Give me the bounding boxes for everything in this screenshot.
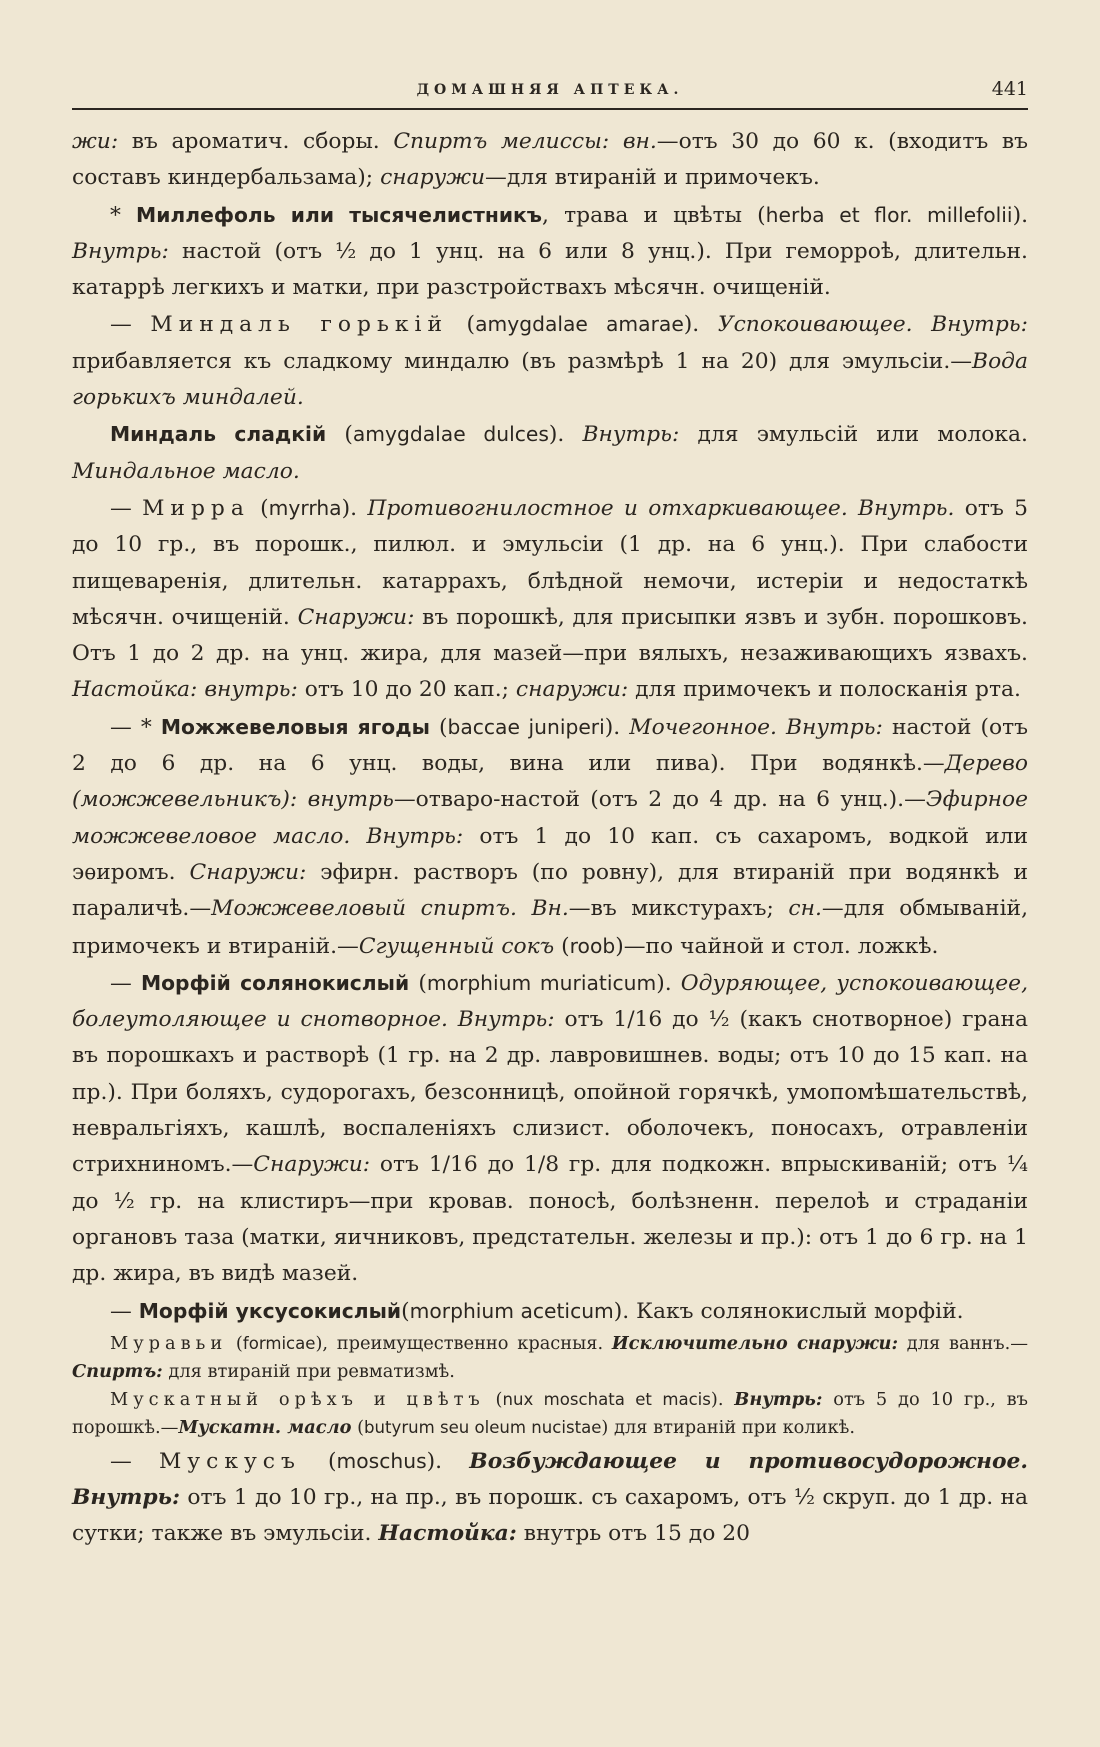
entry-text: Снаружи:: [189, 859, 307, 885]
entry-text: ).: [1012, 202, 1028, 228]
entry-text: для ваннъ.—: [898, 1332, 1029, 1354]
entry-headword: Миндаль сладкій: [110, 422, 327, 447]
entry-text: ). Какъ солянокислый морфій.: [613, 1298, 964, 1324]
entry-text: )—по чайной и стол. ложкѣ.: [615, 933, 939, 959]
entry-text: для втираній при ревматизмѣ.: [162, 1361, 455, 1382]
entry-text: ).: [426, 1448, 470, 1474]
entry-text: Внутрь:: [734, 1389, 823, 1411]
entry-text: nux moschata et macis: [502, 1390, 711, 1410]
text-body: [72, 124, 1028, 1553]
entry-text: ), преимущественно красныя.: [315, 1332, 612, 1354]
entry-text: ) для втираній при коликѣ.: [601, 1417, 856, 1439]
dictionary-entry: [72, 965, 1028, 1293]
entry-text: butyrum seu oleum nucistae: [364, 1418, 602, 1438]
entry-text: Снаружи:: [297, 604, 415, 630]
entry-text: Исключительно снаружи:: [611, 1332, 899, 1354]
entry-text: ).: [604, 714, 630, 740]
entry-text: Настойка:: [378, 1521, 517, 1547]
entry-text: отъ 1 до 10 кап. съ сахаромъ, водкой или эѳиромъ.: [72, 823, 1028, 885]
entry-text: настой (отъ 2 до 6 др. на 6 унц. воды, вина или пива). При водянкѣ.—: [72, 714, 1029, 777]
entry-text: —: [110, 970, 141, 996]
dictionary-entry: [72, 306, 1028, 416]
entry-text: ).: [341, 495, 368, 521]
entry-text: (: [484, 1389, 503, 1411]
dictionary-entry: [72, 416, 1028, 490]
entry-text: Внутрь:: [582, 422, 680, 448]
entry-text: (: [227, 1332, 243, 1354]
entry-text: myrrha: [268, 495, 342, 520]
entry-text: —: [110, 495, 143, 521]
entry-text: отъ 1/16 до ½ (какъ снотворное) грана въ порошкахъ и растворѣ (1 гр. на 2 др. лавровишнев. воды; отъ 10 до 15 кап. на пр.). При боляхъ, судорогахъ, безсонницѣ, опойной горячкѣ, умопомѣшательствѣ, невральгіяхъ, кашлѣ, воспаленіяхъ слизист. оболочекъ, поносахъ, отравленіи стрихниномъ.—: [72, 1007, 1028, 1178]
entry-headword: Мускатный орѣхъ и цвѣтъ: [110, 1389, 485, 1411]
entry-text: (: [429, 714, 448, 740]
dictionary-entry: [72, 490, 1028, 709]
entry-text: ).: [656, 970, 681, 996]
entry-headword: Морфій уксусокислый: [138, 1298, 402, 1323]
entry-text: эфирн. растворъ (по ровну), для втираній при водянкѣ и параличѣ.—: [72, 859, 1028, 922]
entry-headword: Мускусъ: [158, 1448, 301, 1474]
entry-text: —въ микстурахъ;: [568, 896, 789, 922]
running-title: ДОМАШНЯЯ АПТЕКА.: [416, 82, 684, 98]
entry-text: жи:: [72, 129, 119, 154]
entry-headword: Миндаль горькій: [150, 312, 448, 338]
entry-text: (: [401, 1298, 410, 1324]
page-header: [72, 78, 1028, 110]
entry-text: для эмульсій или молока.: [679, 422, 1028, 448]
dictionary-entry: [72, 1293, 1028, 1330]
entry-text: morphium aceticum: [409, 1298, 614, 1323]
dictionary-entry: [72, 1443, 1028, 1553]
entry-text: Эфирное можжевеловое масло. Внутрь:: [72, 787, 1029, 849]
entry-text: moschus: [336, 1448, 427, 1473]
entry-text: Сгущенный сокъ: [358, 933, 555, 959]
entry-headword: Можжевеловыя ягоды: [160, 714, 430, 739]
entry-headword: Муравьи: [110, 1332, 228, 1354]
entry-text: , трава и цвѣты (: [542, 202, 766, 228]
entry-text: отъ 1 до 10 гр., на пр., въ порошк. съ сахаромъ, отъ ½ скруп. до 1 др. на сутки; также въ эмульсіи.: [72, 1484, 1028, 1547]
entry-text: для примочекъ и полосканія рта.: [628, 677, 1021, 703]
entry-text: снаружи: [380, 165, 486, 191]
dictionary-entry: [72, 1386, 1028, 1442]
entry-text: Миндальное масло.: [72, 458, 300, 484]
dictionary-entry: [72, 709, 1028, 965]
entry-text: —отъ 30 до 60 к. (входитъ въ составъ киндербальзама);: [72, 129, 1028, 191]
entry-text: Мускатн. масло: [178, 1417, 352, 1439]
entry-text: Спиртъ мелиссы: вн.: [393, 129, 657, 154]
entry-text: Спиртъ:: [72, 1361, 163, 1382]
entry-text: —: [110, 1298, 139, 1324]
dictionary-entry: [72, 197, 1028, 307]
entry-text: ).: [683, 312, 718, 338]
entry-text: (: [326, 422, 353, 448]
entry-text: Можжевеловый спиртъ. Вн.: [211, 896, 569, 922]
entry-text: (: [409, 970, 427, 996]
entry-text: Дерево (можжевельникъ): внутрь: [72, 751, 1028, 813]
entry-text: (: [300, 1448, 337, 1474]
entry-text: Успокоивающее. Внутрь:: [717, 312, 1028, 338]
entry-text: ).: [710, 1389, 735, 1411]
dictionary-entry: [72, 124, 1028, 197]
entry-text: внутрь отъ 15 до 20: [516, 1521, 750, 1547]
entry-text: —для обмываній, примочекъ и втираній.—: [72, 896, 1029, 959]
entry-text: (: [351, 1417, 365, 1439]
entry-text: — *: [110, 714, 161, 740]
entry-headword: Миллефоль или тысячелистникъ: [136, 202, 543, 227]
entry-text: настой (отъ ½ до 1 унц. на 6 или 8 унц.). При геморроѣ, длительн. катаррѣ легкихъ и матки, при разстройствахъ мѣсячн. очищеній.: [72, 238, 1028, 301]
entry-text: Снаружи:: [253, 1152, 371, 1178]
entry-text: прибавляется къ сладкому миндалю (въ размѣрѣ 1 на 20) для эмульсіи.—: [72, 348, 973, 374]
entry-text: amygdalae amarae: [475, 312, 684, 337]
entry-text: formicae: [242, 1333, 316, 1353]
entry-text: (: [554, 933, 570, 959]
entry-text: Вода горькихъ миндалей.: [72, 348, 1028, 411]
dictionary-entry: [72, 1330, 1028, 1386]
entry-text: ).: [548, 422, 583, 448]
entry-text: Противогнилостное и отхаркивающее. Внутрь.: [367, 495, 955, 521]
entry-text: сн.: [788, 896, 822, 922]
entry-text: (: [249, 495, 269, 521]
page-number: 441: [991, 78, 1028, 100]
entry-text: —отваро-настой (отъ 2 до 4 др. на 6 унц.).—: [393, 787, 926, 813]
entry-text: (: [447, 312, 476, 338]
entry-text: —: [110, 1448, 159, 1474]
entry-text: —: [110, 312, 151, 338]
entry-headword: Мирра: [142, 495, 250, 521]
entry-text: Возбуждающее и противосудорожное. Внутрь:: [72, 1448, 1028, 1510]
entry-text: въ ароматич. сборы.: [118, 129, 394, 154]
entry-text: въ порошкѣ, для присыпки язвъ и зубн. порошковъ. Отъ 1 до 2 др. на унц. жира, для мазей—при вялыхъ, незаживающихъ язвахъ.: [72, 604, 1028, 667]
entry-text: herba et flor. millefolii: [765, 202, 1013, 227]
entry-text: Одуряющее, успокоивающее, болеутоляющее и снотворное. Внутрь:: [72, 970, 1028, 1033]
entry-text: отъ 1/16 до 1/8 гр. для подкожн. впрыскиваній; отъ ¼ до ½ гр. на клистиръ—при кровав. поносѣ, болѣзненн. перелоѣ и страданіи органовъ таза (матки, яичниковъ, предстательн. железы и пр.): отъ 1 до 6 гр. на 1 др. жира, въ видѣ мазей.: [72, 1152, 1028, 1287]
entry-text: отъ 5 до 10 гр., въ порошк., пилюл. и эмульсіи (1 др. на 6 унц.). При слабости пищеваренія, длительн. катаррахъ, блѣдной немочи, истеріи и недостаткѣ мѣсячн. очищеній.: [72, 495, 1028, 630]
entry-text: —для втираній и примочекъ.: [485, 165, 820, 191]
entry-text: roob: [569, 933, 616, 958]
entry-text: amygdalae dulces: [352, 422, 549, 447]
entry-text: morphium muriaticum: [426, 970, 657, 995]
entry-text: *: [110, 202, 137, 228]
entry-text: Настойка: внутрь:: [72, 677, 298, 703]
entry-headword: Морфій солянокислый: [140, 970, 410, 995]
entry-text: Мочегонное. Внутрь:: [629, 714, 883, 740]
entry-text: baccae juniperi: [447, 714, 605, 739]
entry-text: снаружи:: [515, 677, 629, 703]
entry-text: отъ 10 до 20 кап.;: [297, 677, 516, 703]
entry-text: Внутрь:: [72, 238, 169, 264]
entry-text: отъ 5 до 10 гр., въ порошкѣ.—: [72, 1389, 1028, 1439]
